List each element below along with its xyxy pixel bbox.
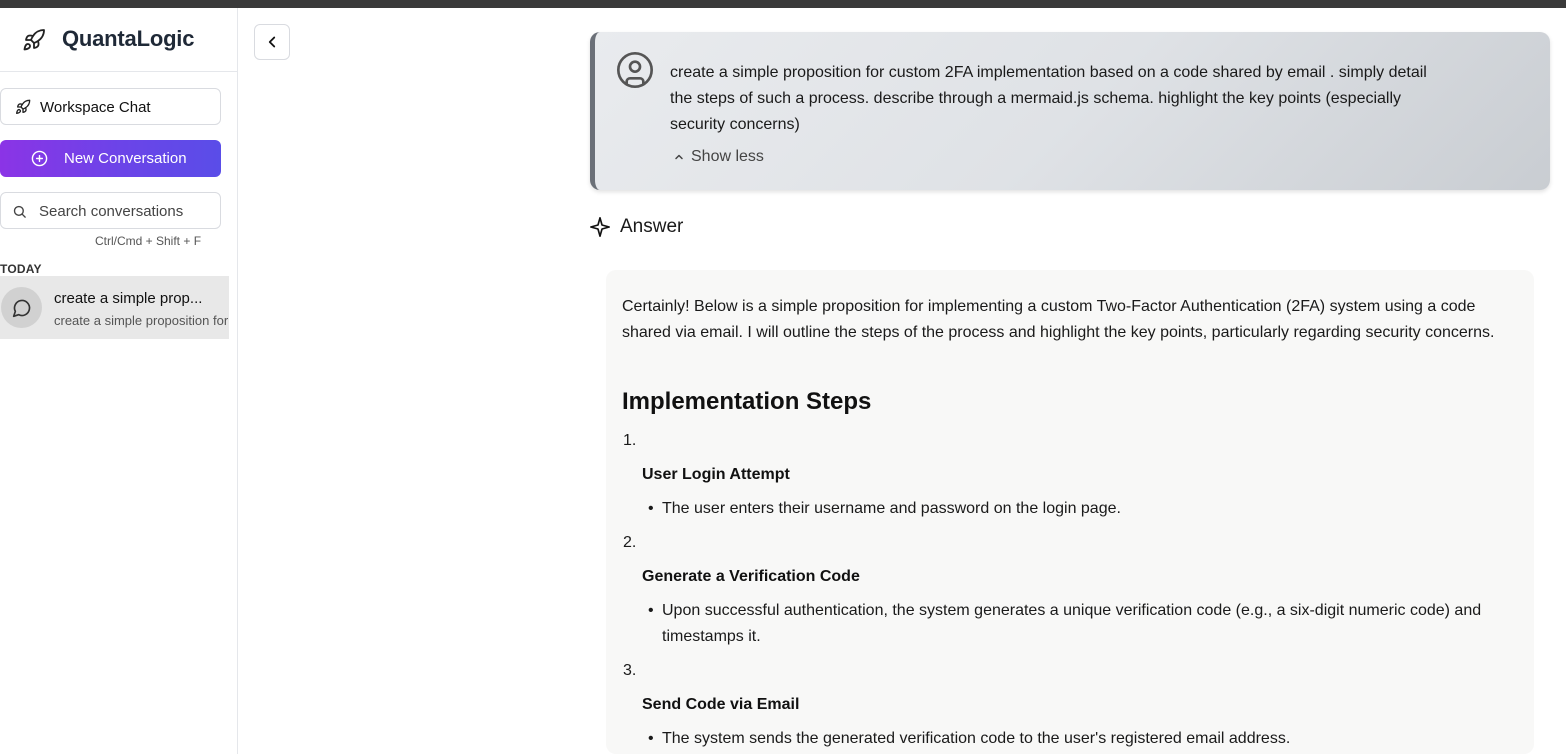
chevron-left-icon [263,33,281,51]
new-conversation-label: New Conversation [64,150,187,167]
answer-intro: Certainly! Below is a simple proposition for implementing a custom Two-Factor Authentication (2FA) system using a code shared via email. I will outline the steps of the process and highlight the key points, particularly regarding security concerns. [622,298,1495,341]
plus-circle-icon [31,150,48,167]
step-title: Send Code via Email [642,696,800,713]
conversation-item[interactable] [0,276,229,339]
browser-top-strip [0,0,1566,8]
brand-name: QuantaLogic [62,26,195,51]
step-number: 1. [623,432,637,449]
user-question-card [590,32,1550,190]
conversation-preview: create a simple proposition for [54,313,229,328]
show-less-label: Show less [691,148,764,165]
bullet-text: Upon successful authentication, the system generates a unique verification code (e.g., a six-digit numeric code) and timestamps it. [662,602,1482,645]
sidebar [0,8,238,754]
answer-content [606,270,1534,754]
step-bullet [646,496,1512,522]
bullet-dot: • [648,602,654,619]
new-conversation-button[interactable] [0,140,221,177]
section-title: Implementation Steps [622,388,872,415]
workspace-chat-button[interactable] [0,88,221,125]
step-bullet [646,726,1512,752]
search-shortcut-hint: Ctrl/Cmd + Shift + F [95,234,202,248]
workspace-chat-label: Workspace Chat [40,99,151,116]
search-icon [12,204,27,219]
bullet-text: The user enters their username and password on the login page. [662,500,1121,517]
sparkle-icon [589,216,611,238]
chevron-up-icon [673,151,685,163]
bullet-dot: • [648,730,654,747]
brand-header [0,8,237,72]
user-circle-icon [615,50,655,90]
step-title: User Login Attempt [642,466,790,483]
rocket-icon [15,99,31,115]
show-less-toggle[interactable] [673,148,764,166]
step-number: 2. [623,534,637,551]
answer-heading [589,216,683,238]
bullet-text: The system sends the generated verification code to the user's registered email address. [662,730,1291,747]
question-text: create a simple proposition for custom 2FA implementation based on a code shared by email . simply detail the steps of such a process. describe through a mermaid.js schema. highlight the key points (especially security concerns) [670,64,1427,133]
bullet-dot: • [648,500,654,517]
step-title: Generate a Verification Code [642,568,860,585]
conversation-group-label: TODAY [0,262,42,276]
step-number: 3. [623,662,637,679]
collapse-sidebar-button[interactable] [254,24,290,60]
answer-label: Answer [620,216,684,237]
chat-bubble-icon [1,287,42,328]
conversation-title: create a simple prop... [54,290,203,307]
search-box [0,192,221,229]
rocket-icon [22,28,46,52]
search-input[interactable] [39,201,185,221]
step-bullet [646,598,1512,650]
